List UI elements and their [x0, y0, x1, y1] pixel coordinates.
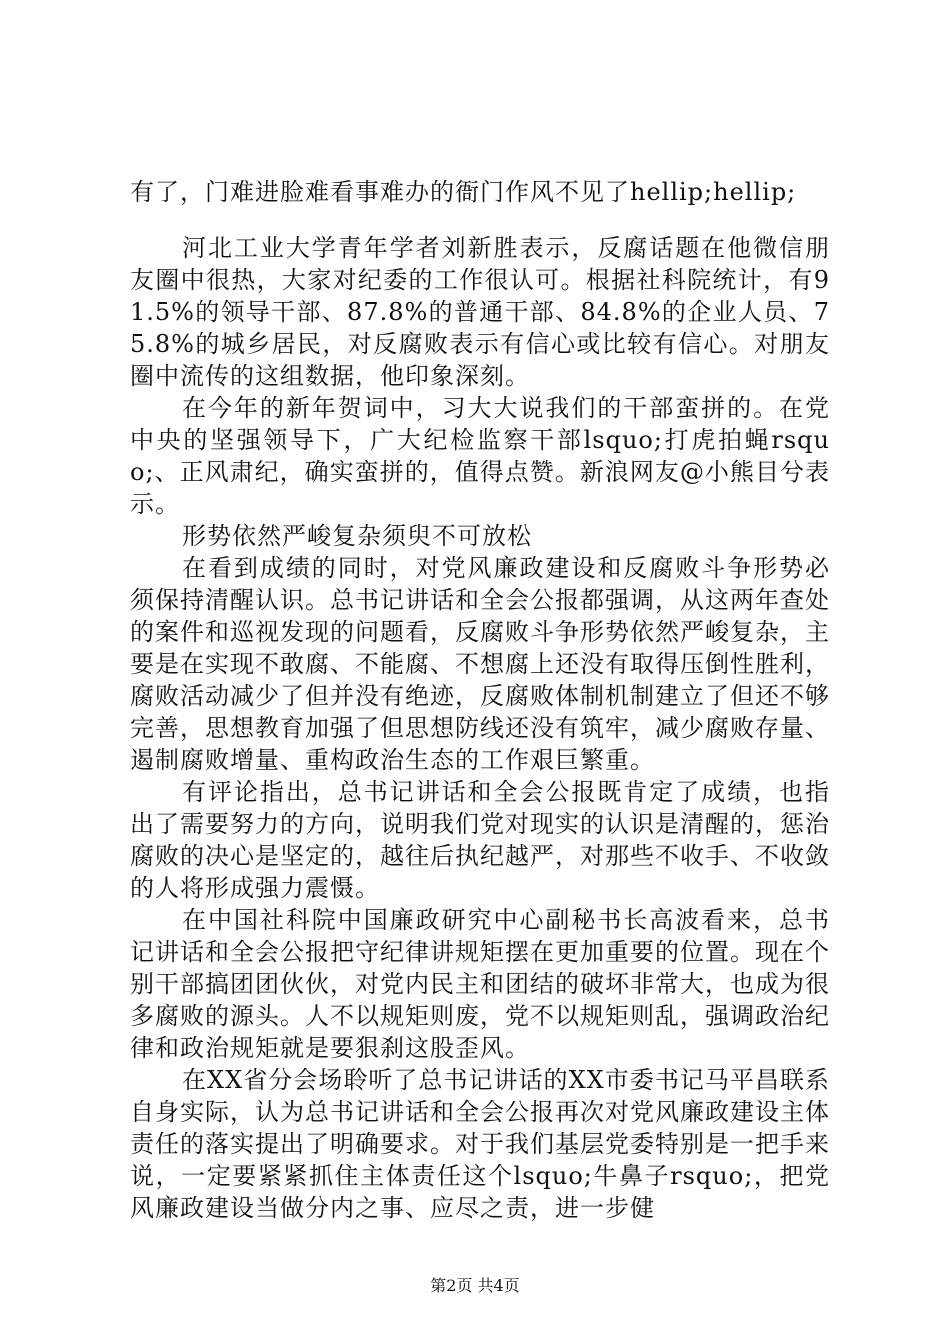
paragraph-new-year-message: 在今年的新年贺词中，习大大说我们的干部蛮拼的。在党中央的坚强领导下，广大纪检监察干部lsquo;打虎拍蝇rsquo;、正风肃纪，确实蛮拼的，值得点赞。新浪网友@小熊目兮表示。: [130, 394, 830, 518]
paragraph-liu-xinsheng: 河北工业大学青年学者刘新胜表示，反腐话题在他微信朋友圈中很热，大家对纪委的工作很认可。根据社科院统计，有91.5%的领导干部、87.8%的普通干部、84.8%的企业人员、75.8%的城乡居民，对反腐败表示有信心或比较有信心。对朋友圈中流传的这组数据，他印象深刻。: [130, 234, 830, 390]
section-heading: 形势依然严峻复杂须臾不可放松: [182, 522, 532, 550]
paragraph-continuation: 有了，门难进脸难看事难办的衙门作风不见了hellip;hellip;: [130, 178, 797, 206]
page-number-footer: 第2页 共4页: [430, 1276, 520, 1295]
paragraph-ma-pingchang: 在XX省分会场聆听了总书记讲话的XX市委书记马平昌联系自身实际，认为总书记讲话和全会公报再次对党风廉政建设主体责任的落实提出了明确要求。对于我们基层党委特别是一把手来说，一定要紧紧抓住主体责任这个lsquo;牛鼻子rsquo;，把党风廉政建设当做分内之事、应尽之责，进一步健: [130, 1066, 830, 1222]
document-body: [130, 176, 830, 1224]
paragraph-gao-bo: 在中国社科院中国廉政研究中心副秘书长高波看来，总书记讲话和全会公报把守纪律讲规矩摆在更加重要的位置。现在个别干部搞团团伙伙，对党内民主和团结的破坏非常大，也成为很多腐败的源头。人不以规矩则废，党不以规矩则乱，强调政治纪律和政治规矩就是要狠刹这股歪风。: [130, 906, 830, 1062]
paragraph-commentary: 有评论指出，总书记讲话和全会公报既肯定了成绩，也指出了需要努力的方向，说明我们党对现实的认识是清醒的，惩治腐败的决心是坚定的，越往后执纪越严，对那些不收手、不收敛的人将形成强力震慑。: [130, 778, 830, 902]
paragraph-situation: 在看到成绩的同时，对党风廉政建设和反腐败斗争形势必须保持清醒认识。总书记讲话和全会公报都强调，从这两年查处的案件和巡视发现的问题看，反腐败斗争形势依然严峻复杂，主要是在实现不敢腐、不能腐、不想腐上还没有取得压倒性胜利，腐败活动减少了但并没有绝迹，反腐败体制机制建立了但还不够完善，思想教育加强了但思想防线还没有筑牢，减少腐败存量、遏制腐败增量、重构政治生态的工作艰巨繁重。: [130, 554, 830, 774]
